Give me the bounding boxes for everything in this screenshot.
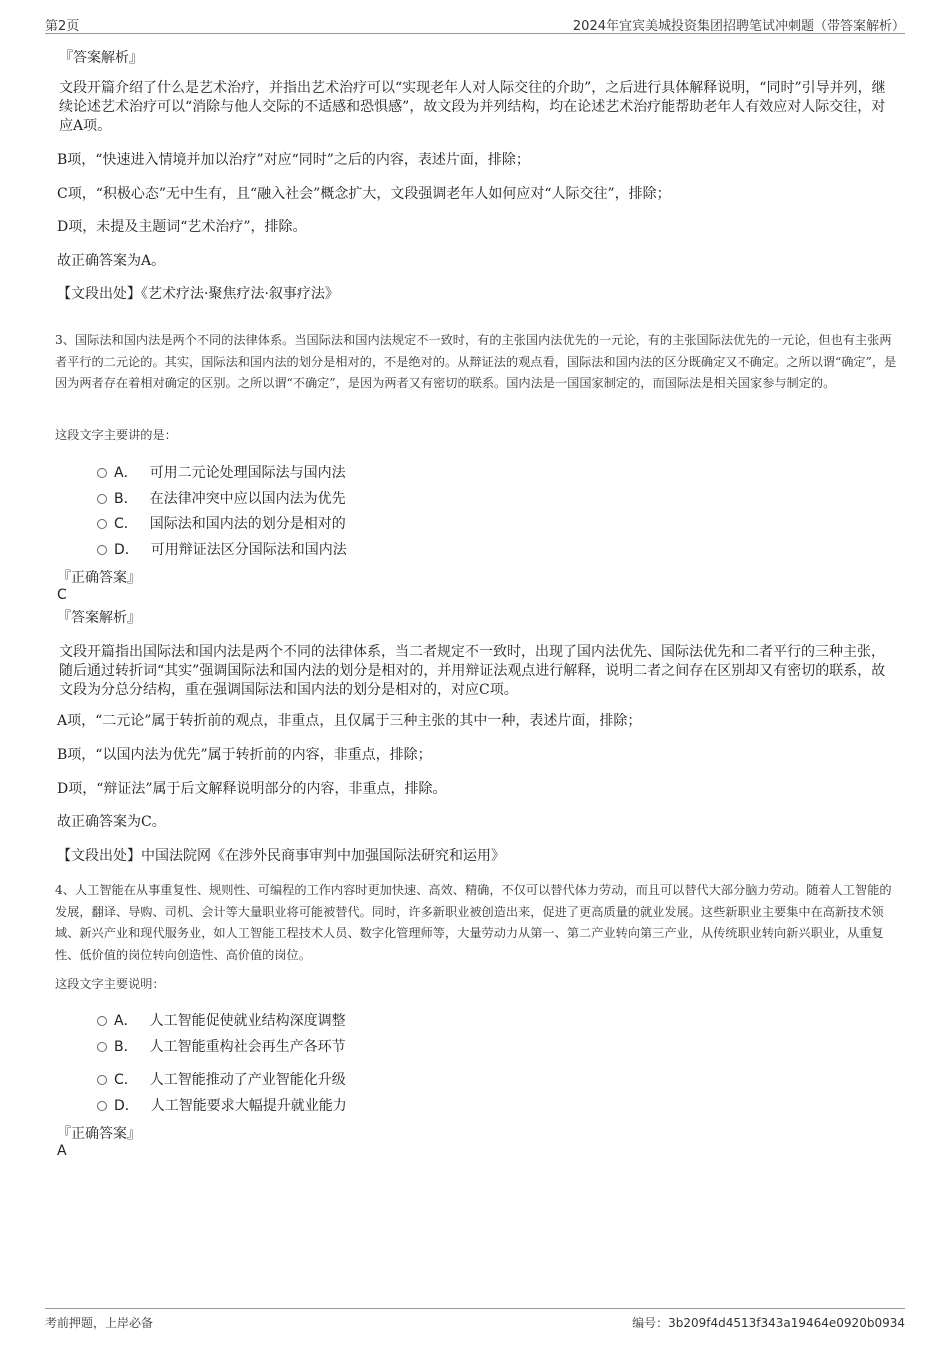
q3-source: 【文段出处】中国法院网《在涉外民商事审判中加强国际法研究和运用》	[57, 848, 505, 864]
q3-prompt: 这段文字主要讲的是：	[55, 428, 177, 442]
q4-option-d[interactable]: D． 人工智能要求大幅提升就业能力	[97, 1097, 347, 1115]
q3-analysis: 文段开篇指出国际法和国内法是两个不同的法律体系，当二者规定不一致时，出现了国内法优先、国际法优先和二者平行的三种主张，随后通过转折词“其实”强调国际法和国内法的划分是相对的，并用辩证法观点进行解释，说明二者之间存在区别却又有密切的联系，故文段为分总分结构，重在强调国际法和国内法的划分是相对的，对应C项。	[59, 644, 886, 698]
q2-note-c: C项，“积极心态”无中生有，且“融入社会”概念扩大，文段强调老年人如何应对“人际交往”，排除；	[57, 186, 671, 202]
q4-prompt: 这段文字主要说明：	[55, 977, 165, 991]
q3-stem: 3、国际法和国内法是两个不同的法律体系。当国际法和国内法规定不一致时，有的主张国内法优先的一元论，有的主张国际法优先的一元论，但也有主张两者平行的二元论的。其实，国际法和国内法的划分是相对的，不是绝对的。从辩证法的观点看，国际法和国内法的区分既确定又不确定。之所以谓“确定”，是因为两者存在着相对确定的区别。之所以谓“不确定”，是因为两者又有密切的联系。国内法是一国国家制定的，而国际法是相关国家参与制定的。	[55, 333, 897, 390]
q3-analysis-label: 『答案解析』	[57, 610, 141, 626]
page-number: 第2页	[45, 19, 80, 34]
radio-icon[interactable]	[97, 545, 107, 555]
q3-option-d[interactable]: D． 可用辩证法区分国际法和国内法	[97, 541, 347, 559]
footer-slogan: 考前押题，上岸必备	[45, 1316, 154, 1330]
q2-analysis-label: 『答案解析』	[59, 50, 143, 66]
q3-note-b: B项，“以国内法为优先”属于转折前的内容，非重点，排除；	[57, 747, 432, 763]
q2-note-d: D项，未提及主题词“艺术治疗”，排除。	[57, 219, 307, 235]
radio-icon[interactable]	[97, 1075, 107, 1085]
q2-conclusion: 故正确答案为A。	[57, 253, 166, 269]
page-header	[45, 13, 905, 34]
q4-answer: A	[57, 1143, 67, 1159]
q2-note-b: B项，“快速进入情境并加以治疗”对应“同时”之后的内容，表述片面，排除；	[57, 152, 530, 168]
radio-icon[interactable]	[97, 494, 107, 504]
q4-option-b[interactable]: B． 人工智能重构社会再生产各环节	[97, 1038, 346, 1056]
q3-option-c[interactable]: C． 国际法和国内法的划分是相对的	[97, 515, 346, 533]
document-title: 2024年宜宾美城投资集团招聘笔试冲刺题（带答案解析）	[572, 19, 905, 34]
q3-option-b[interactable]: B． 在法律冲突中应以国内法为优先	[97, 490, 346, 508]
page-footer	[45, 1308, 905, 1329]
q3-conclusion: 故正确答案为C。	[57, 814, 166, 830]
q3-option-a[interactable]: A． 可用二元论处理国际法与国内法	[97, 464, 346, 482]
q4-option-c[interactable]: C． 人工智能推动了产业智能化升级	[97, 1071, 346, 1089]
q2-analysis: 文段开篇介绍了什么是艺术治疗，并指出艺术治疗可以“实现老年人对人际交往的介助”，之后进行具体解释说明，“同时”引导并列，继续论述艺术治疗可以“消除与他人交际的不适感和恐惧感”，故文段为并列结构，均在论述艺术治疗能帮助老年人有效应对人际交往，对应A项。	[59, 80, 886, 134]
radio-icon[interactable]	[97, 519, 107, 529]
q3-answer: C	[57, 587, 67, 603]
q3-note-a: A项，“二元论”属于转折前的观点，非重点，且仅属于三种主张的其中一种，表述片面，排除；	[57, 713, 642, 729]
radio-icon[interactable]	[97, 468, 107, 478]
radio-icon[interactable]	[97, 1042, 107, 1052]
q2-source: 【文段出处】《艺术疗法·聚焦疗法·叙事疗法》	[57, 286, 339, 302]
q4-answer-label: 『正确答案』	[57, 1126, 141, 1142]
q3-note-d: D项，“辩证法”属于后文解释说明部分的内容，非重点，排除。	[57, 781, 447, 797]
q4-option-a[interactable]: A． 人工智能促使就业结构深度调整	[97, 1012, 346, 1030]
q4-stem: 4、人工智能在从事重复性、规则性、可编程的工作内容时更加快速、高效、精确，不仅可以替代体力劳动，而且可以替代大部分脑力劳动。随着人工智能的发展，翻译、导购、司机、会计等大量职业将可能被替代。同时，许多新职业被创造出来，促进了更高质量的就业发展。这些新职业主要集中在高新技术领域、新兴产业和现代服务业，如人工智能工程技术人员、数字化管理师等，大量劳动力从第一、第二产业转向第三产业，从传统职业转向新兴职业，从重复性、低价值的岗位转向创造性、高价值的岗位。	[55, 883, 892, 962]
radio-icon[interactable]	[97, 1101, 107, 1111]
document-id: 编号：3b209f4d4513f343a19464e0920b0934	[632, 1316, 905, 1330]
radio-icon[interactable]	[97, 1016, 107, 1026]
q3-answer-label: 『正确答案』	[57, 570, 141, 586]
